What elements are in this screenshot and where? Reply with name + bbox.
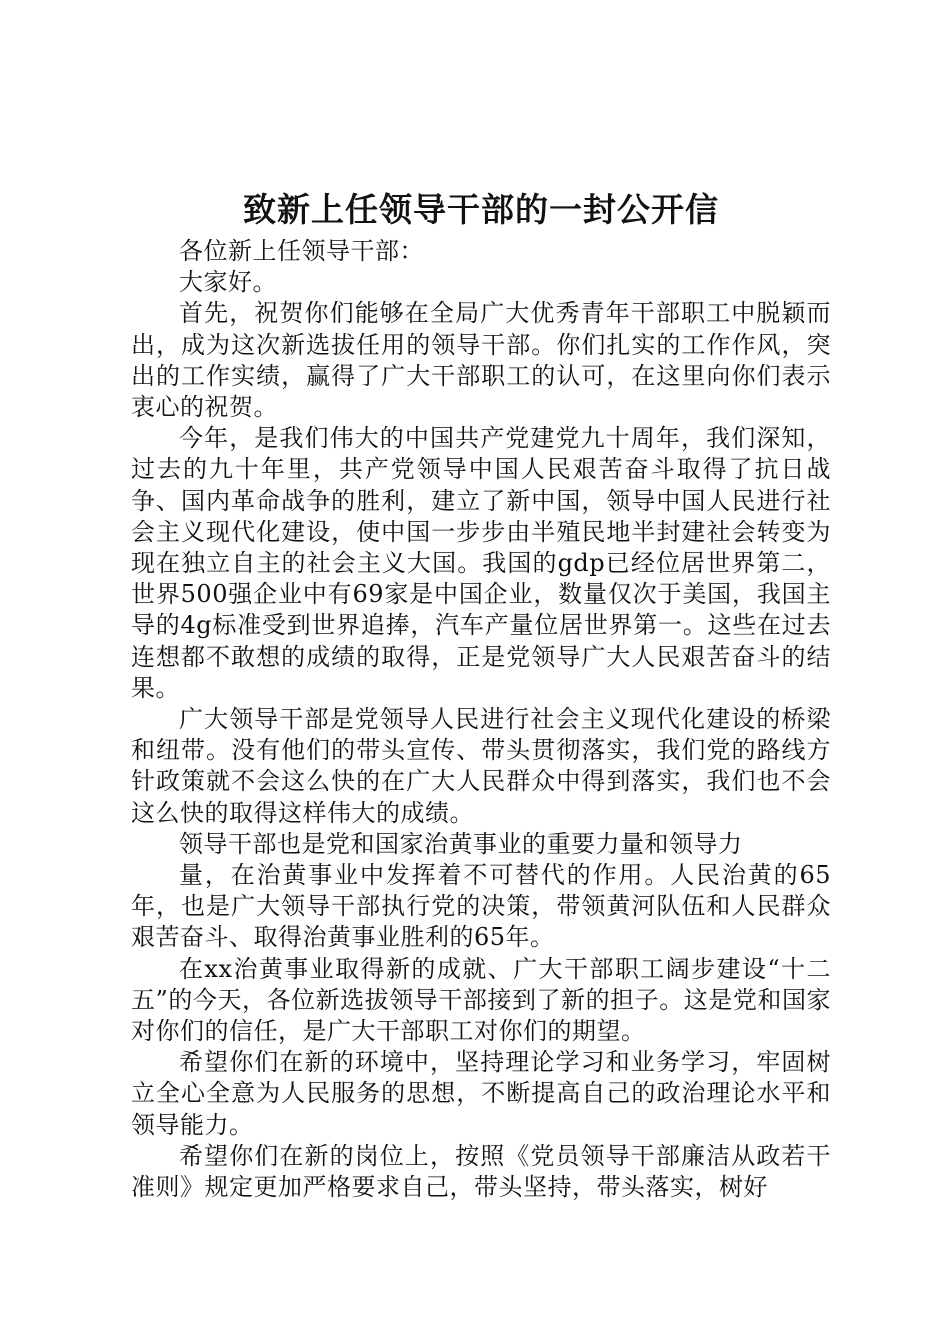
paragraph-congratulations: 首先，祝贺你们能够在全局广大优秀青年干部职工中脱颖而出，成为这次新选拔任用的领导干部。你们扎实的工作作风，突出的工作实绩，赢得了广大干部职工的认可，在这里向你们表示衷心的祝贺。 (131, 299, 831, 422)
greeting: 大家好。 (179, 268, 277, 297)
paragraph-cadres-bridge: 广大领导干部是党领导人民进行社会主义现代化建设的桥梁和纽带。没有他们的带头宣传、带头贯彻落实，我们党的路线方针政策就不会这么快的在广大人民群众中得到落实，我们也不会这么快的取得这样伟大的成绩。 (131, 705, 831, 827)
salutation: 各位新上任领导干部： (179, 237, 424, 265)
paragraph-river-management-b: 量，在治黄事业中发挥着不可替代的作用。人民治黄的65年，也是广大领导干部执行党的决策，带领黄河队伍和人民群众艰苦奋斗、取得治黄事业胜利的65年。 (131, 861, 831, 952)
document-page (131, 186, 831, 1203)
paragraph-hope-study: 希望你们在新的环境中，坚持理论学习和业务学习，牢固树立全心全意为人民服务的思想，不断提高自己的政治理论水平和领导能力。 (131, 1048, 831, 1139)
paragraph-new-responsibility: 在xx治黄事业取得新的成就、广大干部职工阔步建设“十二五”的今天，各位新选拔领导干部接到了新的担子。这是党和国家对你们的信任，是广大干部职工对你们的期望。 (131, 954, 831, 1046)
letter-body (131, 236, 831, 1203)
paragraph-river-management-a: 领导干部也是党和国家治黄事业的重要力量和领导力 (179, 829, 743, 858)
paragraph-hope-integrity: 希望你们在新的岗位上，按照《党员领导干部廉洁从政若干准则》规定更加严格要求自己，带头坚持，带头落实，树好 (131, 1141, 831, 1202)
document-title: 致新上任领导干部的一封公开信 (243, 190, 719, 229)
paragraph-party-anniversary: 今年，是我们伟大的中国共产党建党九十周年，我们深知，过去的九十年里，共产党领导中国人民艰苦奋斗取得了抗日战争、国内革命战争的胜利，建立了新中国，领导中国人民进行社会主义现代化建设，使中国一步步由半殖民地半封建社会转变为现在独立自主的社会主义大国。我国的gdp已经位居世界第二，世界500强企业中有69家是中国企业，数量仅次于美国，我国主导的4g标准受到世界追捧，汽车产量位居世界第一。这些在过去连想都不敢想的成绩的取得，正是党领导广大人民艰苦奋斗的结果。 (131, 424, 831, 702)
